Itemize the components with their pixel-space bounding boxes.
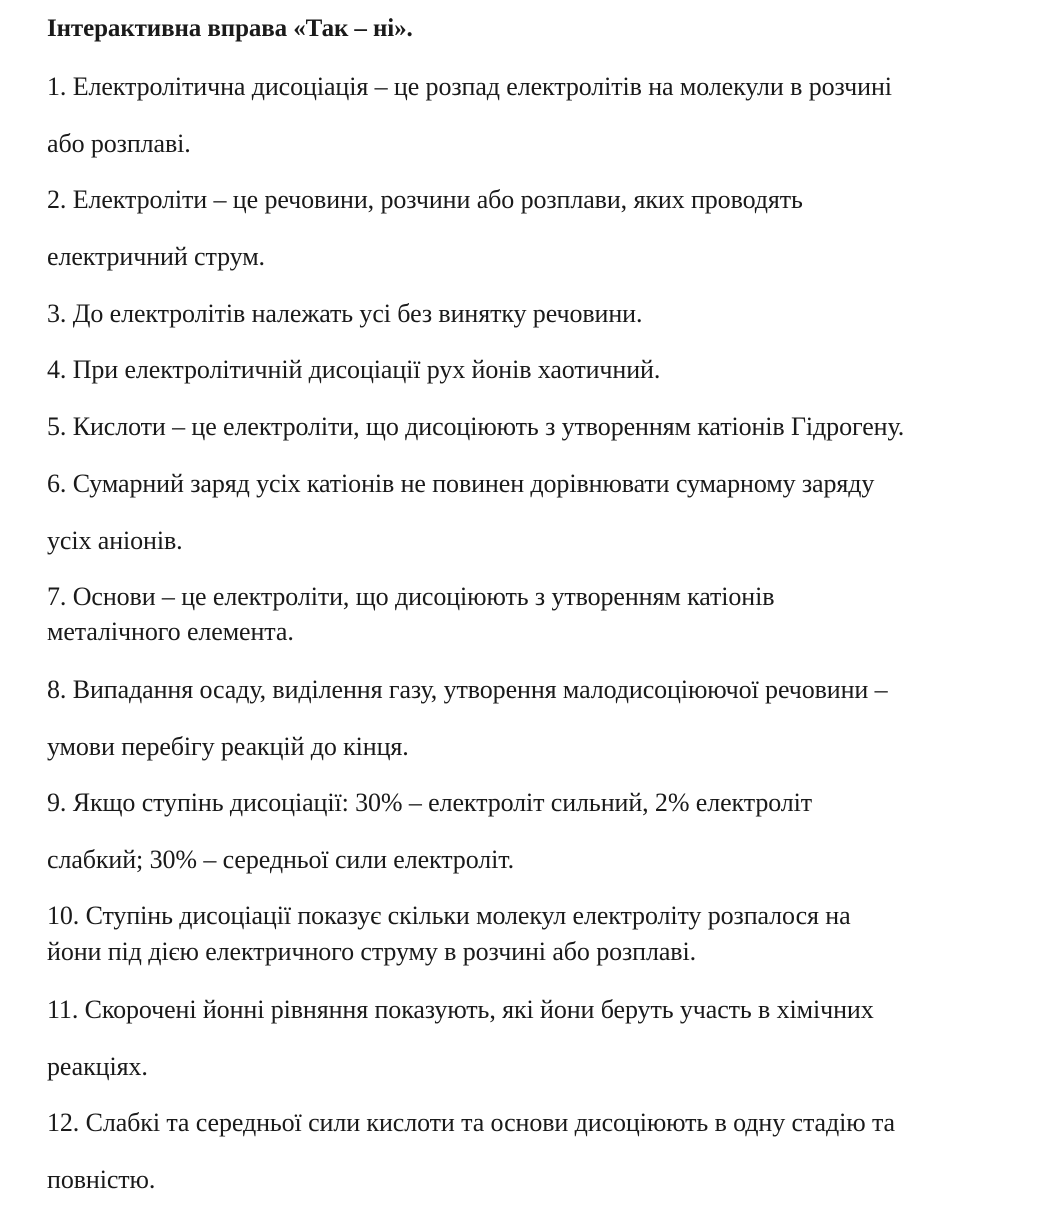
- statement-10-line-2: йони під дією електричного струму в розчині або розплаві.: [47, 937, 696, 966]
- statement-2-line-1: 2. Електроліти – це речовини, розчини або розплави, яких проводять: [47, 185, 803, 214]
- statement-1-line-1: 1. Електролітична дисоціація – це розпад електролітів на молекули в розчині: [47, 72, 892, 101]
- statement-11-line-2: реакціях.: [47, 1052, 148, 1081]
- statement-2-line-2: електричний струм.: [47, 242, 265, 271]
- statement-5: 5. Кислоти – це електроліти, що дисоціюють з утворенням катіонів Гідрогену.: [47, 412, 905, 441]
- statement-7-line-2: металічного елемента.: [47, 617, 294, 646]
- statement-11-line-1: 11. Скорочені йонні рівняння показують, які йони беруть участь в хімічних: [47, 995, 874, 1024]
- statement-7-line-1: 7. Основи – це електроліти, що дисоціюють з утворенням катіонів: [47, 582, 775, 611]
- statement-6-line-2: усіх аніонів.: [47, 526, 183, 555]
- statement-12-line-1: 12. Слабкі та середньої сили кислоти та основи дисоціюють в одну стадію та: [47, 1108, 895, 1137]
- statement-9-line-1: 9. Якщо ступінь дисоціації: 30% – електроліт сильний, 2% електроліт: [47, 788, 813, 817]
- statement-6-line-1: 6. Сумарний заряд усіх катіонів не повинен дорівнювати сумарному заряду: [47, 469, 875, 498]
- statement-12-line-2: повністю.: [47, 1165, 156, 1194]
- statement-8-line-2: умови перебігу реакцій до кінця.: [47, 732, 409, 761]
- statement-10-line-1: 10. Ступінь дисоціації показує скільки молекул електроліту розпалося на: [47, 901, 851, 930]
- statement-8-line-1: 8. Випадання осаду, виділення газу, утворення малодисоціюючої речовини –: [47, 675, 888, 704]
- statement-9-line-2: слабкий; 30% – середньої сили електроліт.: [47, 845, 514, 874]
- statement-3: 3. До електролітів належать усі без винятку речовини.: [47, 299, 643, 328]
- statement-1-line-2: або розплаві.: [47, 129, 191, 158]
- document-title: Інтерактивна вправа «Так – ні».: [47, 15, 413, 42]
- statement-4: 4. При електролітичній дисоціації рух йонів хаотичний.: [47, 355, 661, 384]
